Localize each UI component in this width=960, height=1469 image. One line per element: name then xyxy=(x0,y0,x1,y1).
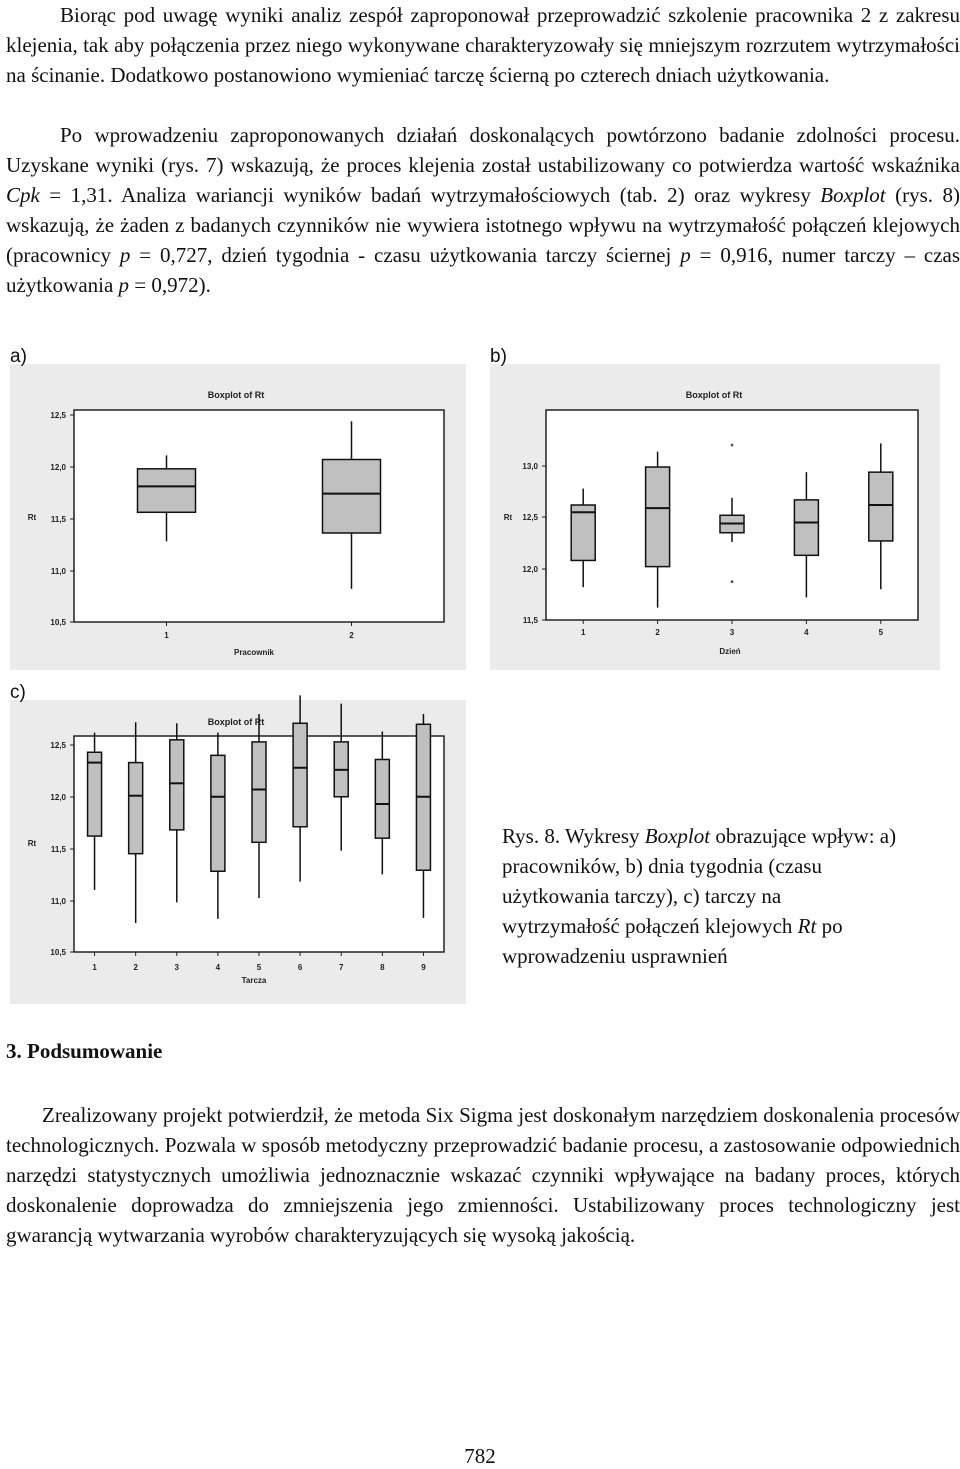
page-number: 782 xyxy=(464,1444,496,1468)
results-text-4: = 0,727, dzień tygodnia - czasu użytkowania tarczy ściernej xyxy=(130,243,681,267)
box-iqr xyxy=(129,763,143,854)
box-iqr xyxy=(323,460,381,533)
intro-paragraph-text: Biorąc pod uwagę wyniki analiz zespół zaproponował przeprowadzić szkolenie pracownika 2 z zakresu klejenia, tak aby połączenia przez niego wykonywane charakteryzowały się mniejszym rozrzutem wytrzymałości na ścinanie. Dodatkowo postanowiono wymieniać tarczę ścierną po czterech dniach użytkowania. xyxy=(6,3,960,87)
y-tick-label: 13,0 xyxy=(522,462,538,471)
y-tick-label: 10,5 xyxy=(50,618,66,627)
boxplot-term: Boxplot xyxy=(820,183,886,207)
outlier-point: * xyxy=(730,579,734,589)
results-text-2: = 1,31. Analiza wariancji wyników badań wytrzymałościowych (tab. 2) oraz wykresy xyxy=(39,183,821,207)
caption-text-3: po wprowadzeniu usprawnień xyxy=(502,914,843,968)
results-text-6: = 0,972). xyxy=(129,273,211,297)
boxplot-b-svg xyxy=(490,340,940,670)
results-paragraph xyxy=(6,120,960,300)
x-tick-label: 3 xyxy=(174,963,180,972)
caption-rt-symbol: Rt xyxy=(797,914,817,938)
caption-boxplot-term: Boxplot xyxy=(644,824,711,848)
figure-panel-b xyxy=(490,340,940,670)
p-symbol-1: p xyxy=(119,243,131,267)
y-tick-label: 10,5 xyxy=(50,948,66,957)
caption-text-2: obrazujące wpływ: a) pracowników, b) dnia tygodnia (czasu użytkowania tarczy), c) tarczy na wytrzymałość połączeń klejowych xyxy=(502,824,897,938)
p-symbol-2: p xyxy=(680,243,691,267)
x-tick-label: 2 xyxy=(655,628,660,637)
chart-a-plot-area xyxy=(74,410,444,622)
y-tick-label: 12,5 xyxy=(50,411,66,420)
x-tick-label: 9 xyxy=(421,963,426,972)
x-tick-label: 1 xyxy=(580,628,586,637)
boxplot-c-svg xyxy=(10,676,466,1004)
chart-a-title: Boxplot of Rt xyxy=(207,390,265,400)
y-tick-label: 12,5 xyxy=(522,513,538,522)
boxplot-a-svg xyxy=(10,340,466,670)
box-iqr xyxy=(646,467,670,567)
chart-b-ylabel: Rt xyxy=(503,513,513,522)
x-tick-label: 3 xyxy=(729,628,735,637)
box-iqr xyxy=(88,752,102,836)
box-iqr xyxy=(794,500,818,555)
outlier-point: * xyxy=(730,442,734,452)
y-tick-label: 12,0 xyxy=(50,463,66,472)
y-tick-label: 12,0 xyxy=(522,565,538,574)
box-iqr xyxy=(571,505,595,560)
intro-paragraph xyxy=(6,0,960,90)
chart-b-xlabel: Dzień xyxy=(719,647,741,656)
box-iqr xyxy=(869,472,893,541)
results-text-1: Po wprowadzeniu zaproponowanych działań doskonalących powtórzono badanie zdolności procesu. Uzyskane wyniki (rys. 7) wskazują, że proces klejenia został ustabilizowany co potwierdza wartość wskaźnika xyxy=(6,123,960,177)
y-tick-label: 12,5 xyxy=(50,741,66,750)
chart-c-ylabel: Rt xyxy=(27,839,37,848)
x-tick-label: 6 xyxy=(297,963,303,972)
x-tick-label: 2 xyxy=(133,963,138,972)
summary-paragraph-text: Zrealizowany projekt potwierdził, że metoda Six Sigma jest doskonałym narzędziem doskonalenia procesów technologicznych. Pozwala w sposób metodyczny przeprowadzić badanie procesu, a zastosowanie odpowiednich narzędzi statystycznych umożliwia jednoznacznie wskazać czynniki wpływające na badany proces, których doskonalenie doprowadza do zmniejszenia jego zmienności. Ustabilizowany proces technologiczny jest gwarancją wytwarzania wyrobów charakteryzujących się wysoką jakością. xyxy=(6,1103,960,1247)
box-iqr xyxy=(252,742,266,842)
cpk-symbol: Cpk xyxy=(6,183,40,207)
chart-c-xlabel: Tarcza xyxy=(241,976,267,985)
y-tick-label: 12,0 xyxy=(50,793,66,802)
x-tick-label: 4 xyxy=(804,628,809,637)
panel-label-a: a) xyxy=(10,346,27,367)
x-tick-label: 1 xyxy=(164,631,169,640)
y-tick-label: 11,0 xyxy=(50,567,66,576)
box-iqr xyxy=(138,469,196,512)
x-tick-label: 7 xyxy=(338,963,344,972)
y-tick-label: 11,5 xyxy=(50,515,66,524)
box-iqr xyxy=(211,755,225,871)
panel-label-c: c) xyxy=(10,682,26,703)
chart-a-xlabel: Pracownik xyxy=(233,648,275,657)
results-text-5: = 0,916, numer tarczy – czas użytkowania xyxy=(6,243,960,297)
y-tick-label: 11,5 xyxy=(522,616,538,625)
summary-paragraph xyxy=(6,1100,960,1250)
box-iqr xyxy=(375,759,389,838)
y-tick-label: 11,0 xyxy=(50,897,66,906)
p-symbol-3: p xyxy=(118,273,130,297)
section-heading: 3. Podsumowanie xyxy=(6,1039,163,1063)
x-tick-label: 8 xyxy=(380,963,385,972)
figure-panel-c xyxy=(10,676,466,1004)
x-tick-label: 4 xyxy=(215,963,221,972)
chart-a-ylabel: Rt xyxy=(27,513,37,522)
results-text-3: (rys. 8) wskazują, że żaden z badanych czynników nie wywiera istotnego wpływu na wytrzymałość połączeń klejowych (pracownicy xyxy=(6,183,960,267)
x-tick-label: 5 xyxy=(256,963,262,972)
caption-text-1: Rys. 8. Wykresy xyxy=(502,824,645,848)
chart-c-title: Boxplot of Rt xyxy=(207,717,265,727)
box-iqr xyxy=(170,740,184,830)
figure-panel-a xyxy=(10,340,466,670)
figure-caption xyxy=(502,821,902,971)
chart-b-title: Boxplot of Rt xyxy=(685,390,743,400)
x-tick-label: 2 xyxy=(349,631,354,640)
panel-label-b: b) xyxy=(490,346,507,367)
box-iqr xyxy=(293,723,307,827)
x-tick-label: 5 xyxy=(878,628,884,637)
y-tick-label: 11,5 xyxy=(50,845,66,854)
x-tick-label: 1 xyxy=(92,963,97,972)
